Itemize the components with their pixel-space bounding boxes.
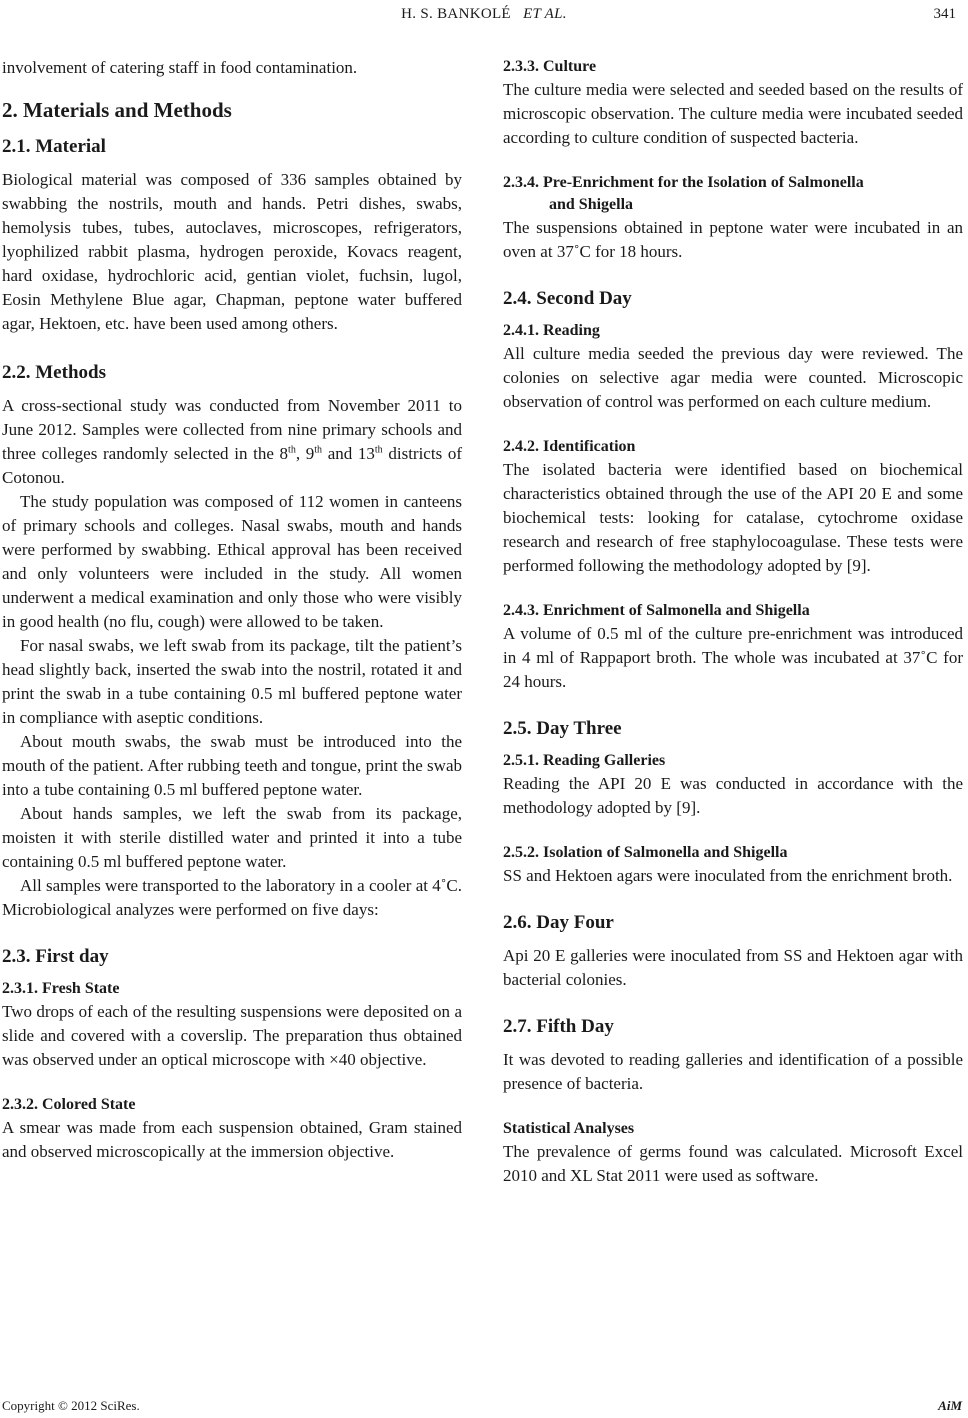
section-2-4-2-heading: 2.4.2. Identification <box>503 438 636 455</box>
methods-paragraph-1: A cross-sectional study was conducted from November 2011 to June 2012. Samples were collected from nine primary schools and three colleges randomly selected in the 8th, 9th and 13th districts of Cotonou. <box>2 396 463 487</box>
running-head-authors <box>0 6 968 23</box>
colored-state-paragraph: A smear was made from each suspension obtained, Gram stained and observed microscopically at the immersion objective. <box>2 1118 462 1161</box>
statistical-analyses-paragraph: The prevalence of germs found was calculated. Microsoft Excel 2010 and XL Stat 2011 were used as software. <box>503 1142 963 1185</box>
fresh-state-paragraph: Two drops of each of the resulting suspensions were deposited on a slide and covered with a coverslip. The preparation thus obtained was observed under an optical microscope with ×40 objective. <box>2 1002 462 1069</box>
section-2-3-4-heading: 2.3.4. Pre-Enrichment for the Isolation of Salmonella and Shigella <box>503 174 864 213</box>
section-2-5-2-heading: 2.5.2. Isolation of Salmonella and Shigella <box>503 844 788 861</box>
section-2-5-heading: 2.5. Day Three <box>503 718 622 739</box>
methods-paragraph-5: About hands samples, we left the swab from its package, moisten it with sterile distilled water and printed it into a tube containing 0.5 ml buffered peptone water. <box>2 804 462 871</box>
fifth-day-paragraph: It was devoted to reading galleries and identification of a possible presence of bacteria. <box>503 1050 963 1093</box>
section-2-4-1-heading: 2.4.1. Reading <box>503 322 600 339</box>
section-2-3-2-heading: 2.3.2. Colored State <box>2 1096 136 1113</box>
copyright-notice: Copyright © 2012 SciRes. <box>2 1398 140 1413</box>
isolation-paragraph: SS and Hektoen agars were inoculated from the enrichment broth. <box>503 866 953 885</box>
methods-paragraph-2: The study population was composed of 112 women in canteens of primary schools and colleges. Nasal swabs, mouth and hands were performed by swabbing. Ethical approval has been received and only volunteers were included in the study. All women underwent a medical examination and only those who were visibly in good health (no flu, cough) were allowed to be taken. <box>2 492 462 631</box>
section-2-3-heading: 2.3. First day <box>2 946 109 967</box>
intro-tail-paragraph: involvement of catering staff in food contamination. <box>2 58 358 77</box>
section-2-5-1-heading: 2.5.1. Reading Galleries <box>503 752 666 769</box>
section-2-4-heading: 2.4. Second Day <box>503 288 632 309</box>
day-four-paragraph: Api 20 E galleries were inoculated from SS and Hektoen agar with bacterial colonies. <box>503 946 963 989</box>
pre-enrichment-paragraph: The suspensions obtained in peptone water were incubated in an oven at 37˚C for 18 hours. <box>503 218 963 261</box>
section-2-7-heading: 2.7. Fifth Day <box>503 1016 614 1037</box>
section-2-heading: 2. Materials and Methods <box>2 98 232 122</box>
identification-paragraph: The isolated bacteria were identified based on biochemical characteristics obtained through the use of the API 20 E and some biochemical tests: looking for catalase, cytochrome oxidase research and research of free staphylocoagulase. These tests were performed following the methodology adopted by [9]. <box>503 460 963 575</box>
methods-paragraph-3: For nasal swabs, we left swab from its package, tilt the patient’s head slightly back, inserted the swab into the nostril, rotated it and print the swab in a tube containing 0.5 ml buffered peptone water in compliance with aseptic conditions. <box>2 636 462 727</box>
methods-paragraph-6: All samples were transported to the laboratory in a cooler at 4˚C. Microbiological analyzes were performed on five days: <box>2 876 462 919</box>
reading-galleries-paragraph: Reading the API 20 E was conducted in accordance with the methodology adopted by [9]. <box>503 774 963 817</box>
journal-abbreviation: AiM <box>938 1398 962 1413</box>
section-2-6-heading: 2.6. Day Four <box>503 912 614 933</box>
right-column <box>503 56 963 1188</box>
statistical-analyses-heading: Statistical Analyses <box>503 1120 635 1137</box>
author-name: H. S. BANKOLÉ <box>401 6 511 22</box>
enrichment-paragraph: A volume of 0.5 ml of the culture pre-enrichment was introduced in 4 ml of Rappaport broth. The whole was incubated at 37˚C for 24 hours. <box>503 624 963 691</box>
section-2-4-3-heading: 2.4.3. Enrichment of Salmonella and Shigella <box>503 602 810 619</box>
running-header <box>0 6 968 30</box>
section-2-1-heading: 2.1. Material <box>2 136 106 157</box>
material-paragraph: Biological material was composed of 336 samples obtained by swabbing the nostrils, mouth and hands. Petri dishes, swabs, hemolysis tubes, tubes, autoclaves, microscopes, refrigerators, lyophilized rabbit plasma, hydrogen peroxide, Kovacs reagent, hard oxidase, hydrochloric acid, gentian violet, fuchsin, lugol, Eosin Methylene Blue agar, Chapman, peptone water buffered agar, Hektoen, etc. have been used among others. <box>2 170 462 333</box>
section-2-3-3-heading: 2.3.3. Culture <box>503 58 597 75</box>
reading-paragraph: All culture media seeded the previous day were reviewed. The colonies on selective agar media were counted. Microscopic observation of control was performed on each culture medium. <box>503 344 963 411</box>
left-column <box>2 56 462 1164</box>
section-2-3-1-heading: 2.3.1. Fresh State <box>2 980 120 997</box>
culture-paragraph: The culture media were selected and seeded based on the results of microscopic observation. The culture media were incubated seeded according to culture condition of suspected bacteria. <box>503 80 963 147</box>
et-al: ET AL. <box>523 6 567 22</box>
section-2-2-heading: 2.2. Methods <box>2 362 106 383</box>
methods-paragraph-4: About mouth swabs, the swab must be introduced into the mouth of the patient. After rubbing teeth and tongue, print the swab into a tube containing 0.5 ml buffered peptone water. <box>2 732 462 799</box>
page-number: 341 <box>933 6 956 22</box>
